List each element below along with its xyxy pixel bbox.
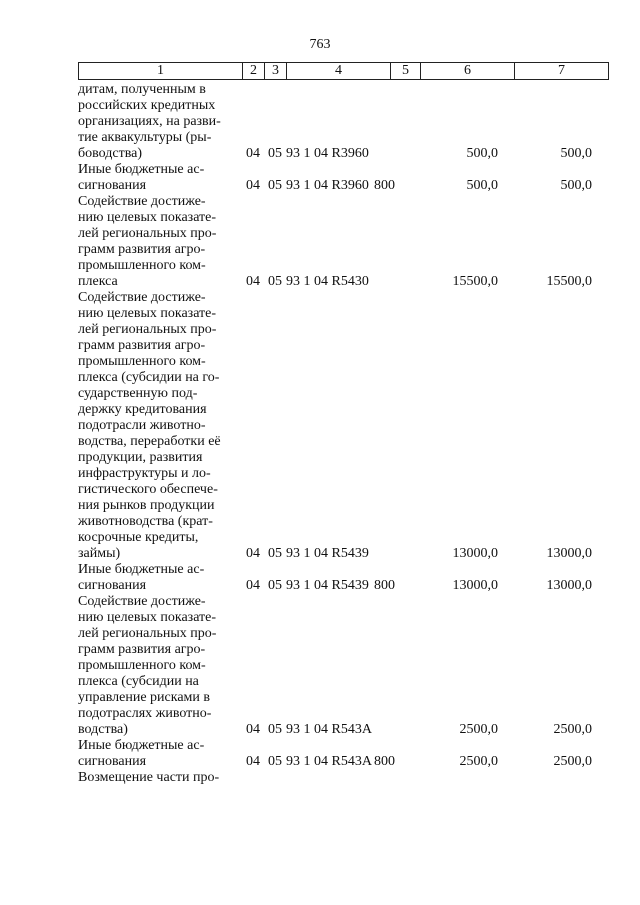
section-code: 04: [246, 146, 260, 161]
subsection-code: 05: [268, 578, 282, 593]
description-line: плекса (субсидии на: [78, 674, 199, 689]
row-description: [78, 770, 242, 786]
description-line: держку кредитования: [78, 402, 207, 417]
amount-year-1: 13000,0: [452, 546, 498, 561]
section-code: 04: [246, 178, 260, 193]
description-line: российских кредитных: [78, 98, 216, 113]
row-description: [78, 290, 242, 562]
section-code: 04: [246, 722, 260, 737]
description-line: Содействие достиже-: [78, 594, 206, 609]
description-line: плекса: [78, 274, 118, 289]
expense-type-code: 800: [374, 178, 395, 193]
table-row: [78, 562, 608, 594]
description-line: сигнования: [78, 578, 147, 593]
table-row: [78, 594, 608, 738]
subsection-code: 05: [268, 722, 282, 737]
description-line: нию целевых показате-: [78, 610, 217, 625]
description-line: промышленного ком-: [78, 658, 206, 673]
row-description: [78, 194, 242, 290]
column-header-5: 5: [391, 63, 421, 80]
description-line: ния рынков продукции: [78, 498, 215, 513]
table-row: [78, 290, 608, 562]
description-line: грамм развития агро-: [78, 242, 206, 257]
description-line: косрочные кредиты,: [78, 530, 199, 545]
target-article-code: 93 1 04 R543A: [286, 722, 372, 737]
amount-year-2: 15500,0: [546, 274, 592, 289]
amount-year-1: 500,0: [466, 178, 498, 193]
description-line: лей региональных про-: [78, 322, 217, 337]
description-line: животноводства (крат-: [78, 514, 213, 529]
budget-table-body: [78, 82, 608, 786]
description-line: лей региональных про-: [78, 226, 217, 241]
table-row: [78, 82, 608, 162]
amount-year-1: 2500,0: [459, 722, 498, 737]
description-line: нию целевых показате-: [78, 210, 217, 225]
table-row: [78, 194, 608, 290]
description-line: Возмещение части про-: [78, 770, 220, 785]
description-line: нию целевых показате-: [78, 306, 217, 321]
description-line: Содействие достиже-: [78, 290, 206, 305]
target-article-code: 93 1 04 R3960: [286, 178, 369, 193]
description-line: промышленного ком-: [78, 258, 206, 273]
column-header-2: 2: [243, 63, 265, 80]
amount-year-2: 2500,0: [553, 754, 592, 769]
subsection-code: 05: [268, 274, 282, 289]
description-line: подотраслях животно-: [78, 706, 212, 721]
column-header-table: [78, 62, 609, 80]
row-description: [78, 594, 242, 738]
description-line: сигнования: [78, 754, 147, 769]
description-line: Содействие достиже-: [78, 194, 206, 209]
description-line: гистического обеспече-: [78, 482, 218, 497]
description-line: грамм развития агро-: [78, 642, 206, 657]
column-header-3: 3: [265, 63, 287, 80]
table-row: [78, 162, 608, 194]
section-code: 04: [246, 578, 260, 593]
description-line: грамм развития агро-: [78, 338, 206, 353]
amount-year-2: 13000,0: [546, 578, 592, 593]
section-code: 04: [246, 546, 260, 561]
amount-year-2: 500,0: [560, 146, 592, 161]
section-code: 04: [246, 754, 260, 769]
column-header-4: 4: [287, 63, 391, 80]
row-description: [78, 562, 242, 594]
description-line: лей региональных про-: [78, 626, 217, 641]
amount-year-2: 13000,0: [546, 546, 592, 561]
subsection-code: 05: [268, 546, 282, 561]
description-line: водства): [78, 722, 128, 737]
expense-type-code: 800: [374, 578, 395, 593]
description-line: займы): [78, 546, 121, 561]
description-line: управление рисками в: [78, 690, 211, 705]
row-description: [78, 738, 242, 770]
description-line: плекса (субсидии на го-: [78, 370, 220, 385]
description-line: дитам, полученным в: [78, 82, 206, 97]
column-header-1: 1: [79, 63, 243, 80]
description-line: инфраструктуры и ло-: [78, 466, 211, 481]
description-line: сигнования: [78, 178, 147, 193]
table-row: [78, 770, 608, 786]
target-article-code: 93 1 04 R5430: [286, 274, 369, 289]
amount-year-1: 13000,0: [452, 578, 498, 593]
amount-year-1: 500,0: [466, 146, 498, 161]
amount-year-1: 15500,0: [452, 274, 498, 289]
description-line: продукции, развития: [78, 450, 203, 465]
description-line: тие аквакультуры (ры-: [78, 130, 212, 145]
description-line: сударственную под-: [78, 386, 198, 401]
target-article-code: 93 1 04 R3960: [286, 146, 369, 161]
target-article-code: 93 1 04 R5439: [286, 546, 369, 561]
description-line: Иные бюджетные ас-: [78, 562, 205, 577]
description-line: организациях, на разви-: [78, 114, 221, 129]
table-row: [78, 738, 608, 770]
column-header-6: 6: [421, 63, 515, 80]
expense-type-code: 800: [374, 754, 395, 769]
target-article-code: 93 1 04 R5439: [286, 578, 369, 593]
row-description: [78, 82, 242, 162]
subsection-code: 05: [268, 146, 282, 161]
description-line: промышленного ком-: [78, 354, 206, 369]
description-line: подотрасли животно-: [78, 418, 206, 433]
row-description: [78, 162, 242, 194]
section-code: 04: [246, 274, 260, 289]
amount-year-2: 2500,0: [553, 722, 592, 737]
page-number: 763: [309, 37, 331, 52]
column-header-7: 7: [515, 63, 609, 80]
description-line: Иные бюджетные ас-: [78, 162, 205, 177]
subsection-code: 05: [268, 754, 282, 769]
target-article-code: 93 1 04 R543A: [286, 754, 372, 769]
description-line: Иные бюджетные ас-: [78, 738, 205, 753]
column-header-row: [79, 63, 609, 80]
amount-year-1: 2500,0: [459, 754, 498, 769]
amount-year-2: 500,0: [560, 178, 592, 193]
subsection-code: 05: [268, 178, 282, 193]
description-line: водства, переработки её: [78, 434, 221, 449]
description-line: боводства): [78, 146, 142, 161]
